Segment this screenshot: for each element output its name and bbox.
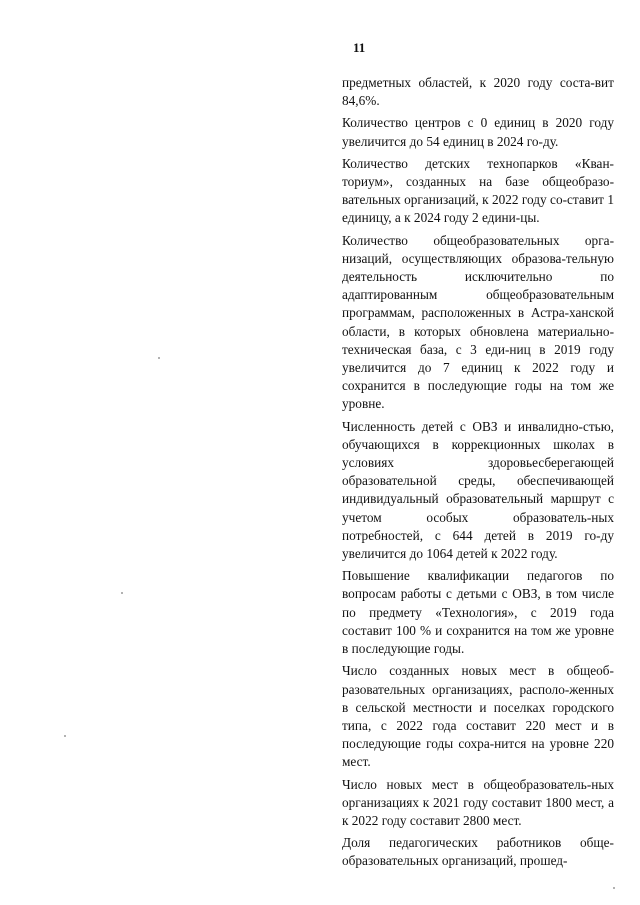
scan-speck [121, 592, 123, 594]
scan-speck [613, 887, 615, 889]
paragraph-teachers-share: Доля педагогических работников обще-образовательных организаций, прошед- [342, 835, 614, 869]
scan-speck [158, 357, 160, 359]
paragraph-quantorium-technoparks: Количество детских технопарков «Кван-ториум», созданных на базе общеобразо-вательных организаций, к 2022 году со-ставит 1 единицу, а к 2024 году 2 едини-цы. [342, 155, 614, 226]
body-text-column [342, 74, 614, 871]
paragraph-subject-areas: предметных областей, к 2020 году состa-вит 84,6%. [342, 75, 614, 109]
paragraph-centers-count: Количество центров с 0 единиц в 2020 году увеличится до 54 единиц в 2024 го-ду. [342, 115, 614, 149]
paragraph-adapted-programs-schools: Количество общеобразовательных орга-низаций, осуществляющих образова-тельную деятельность исключительно по адаптированным общеобразовательным программам, расположенных в Астра-ханской области, в которых обновлена материально-техническая база, с 3 еди-ниц в 2019 году увеличится до 7 единиц к 2022 году и сохранится в последующие годы на том же уровне. [342, 232, 614, 412]
paragraph-teacher-qualification: Повышение квалификации педагогов по вопросам работы с детьми с ОВЗ, в том числе по предмету «Технология», с 2019 года составит 100 % и сохранится на том же уровне в последующие годы. [342, 568, 614, 657]
scan-speck [64, 735, 66, 737]
paragraph-new-places-total: Число новых мест в общеобразователь-ных организациях к 2021 году составит 1800 мест, а к 2022 году составит 2800 мест. [342, 776, 614, 828]
paragraph-rural-new-places: Число созданных новых мест в общеоб-разовательных организациях, располо-женных в сельской местности и поселках городского типа, с 2022 года составит 220 мест и в последующие годы сохра-нится на уровне 220 мест. [342, 663, 614, 770]
page-number: 11 [353, 40, 366, 55]
paragraph-children-with-disabilities: Численность детей с ОВЗ и инвалидно-стью, обучающихся в коррекционных школах в условиях здоровьесберегающей образовательной среды, обеспечивающей индивидуальный образовательный маршрут с учетом особых образователь-ных потребностей, с 644 детей в 2019 го-ду увеличится до 1064 детей к 2022 году. [342, 418, 614, 562]
